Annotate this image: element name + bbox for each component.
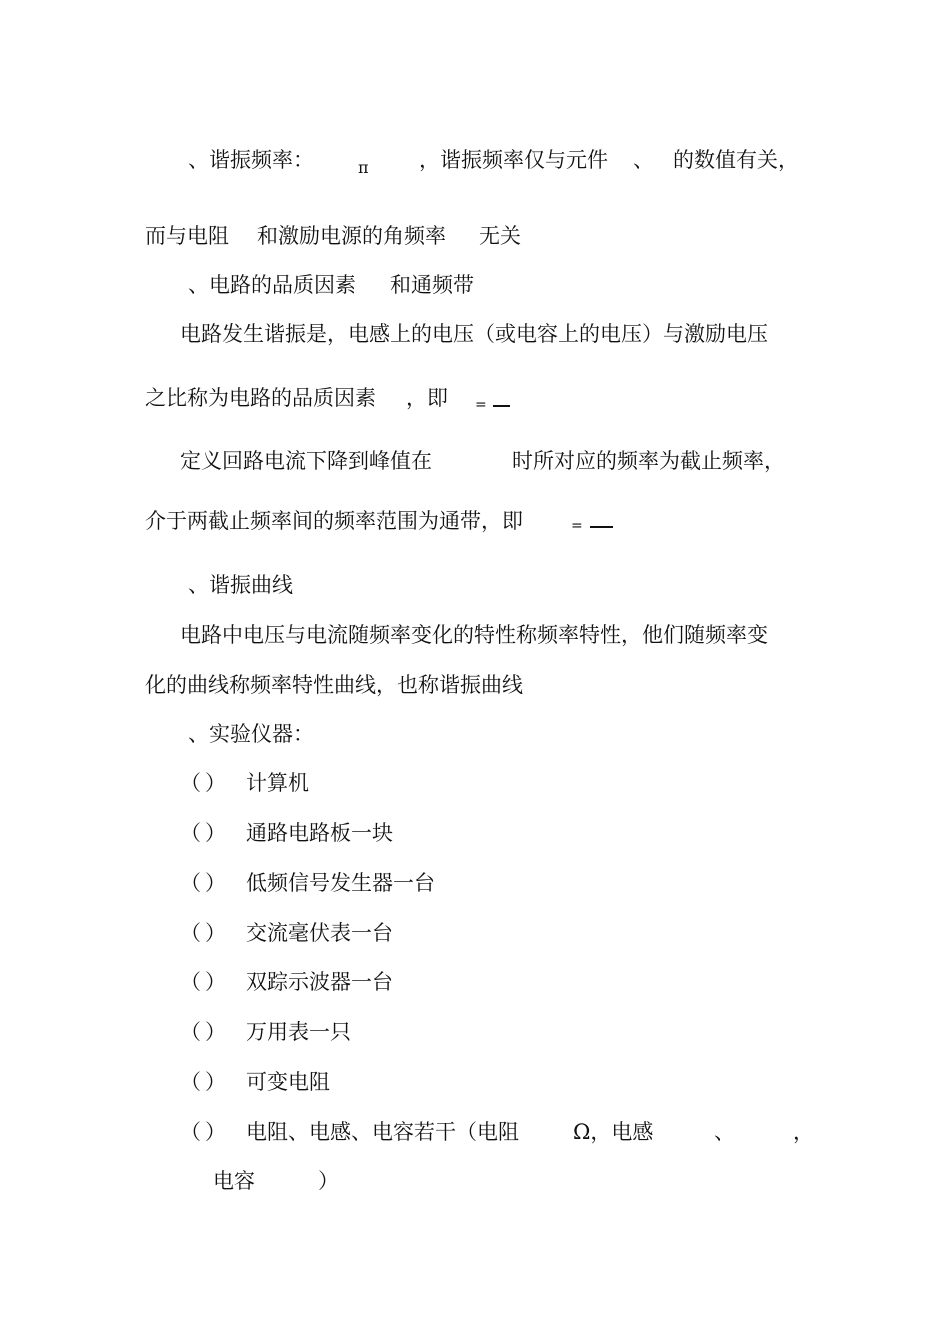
resonance-freq-tail: 的数值有关， (673, 148, 799, 172)
quality-heading-b: 和通频带 (390, 273, 474, 297)
curve-heading: 、谐振曲线 (188, 573, 293, 597)
list-item-last-line2-b: ） (318, 1169, 339, 1193)
list-item: 双踪示波器一台 (246, 970, 393, 994)
list-item-paren-open: （ (180, 871, 201, 895)
quality-para2-line2: 介于两截止频率间的频率范围为通带，即 (145, 509, 523, 533)
list-item-paren-open: （ (180, 1120, 201, 1144)
list-item-paren-close: ） (205, 970, 226, 994)
list-item-last-sep: 、 (714, 1120, 735, 1144)
resonance-freq-lead: 、谐振频率： (188, 148, 314, 172)
quality-para1-line1: 电路发生谐振是，电感上的电压（或电容上的电压）与激励电压 (180, 322, 768, 346)
instruments-heading: 、实验仪器： (188, 722, 314, 746)
list-item-paren-open: （ (180, 771, 201, 795)
pi-symbol: π (358, 158, 369, 177)
resonance-freq-middle: ，谐振频率仅与元件 (419, 148, 608, 172)
list-item-last-line2-a: 电容 (213, 1169, 255, 1193)
quality-para1-line2-b: ，即 (406, 386, 448, 410)
list-item: 万用表一只 (246, 1020, 351, 1044)
list-item-paren-close: ） (205, 821, 226, 845)
list-item-paren-close: ） (205, 1070, 226, 1094)
eq1-fraction-bar (493, 405, 510, 407)
resonance-freq-sep: 、 (633, 148, 654, 172)
list-item-paren-close: ） (205, 871, 226, 895)
quality-heading-a: 、电路的品质因素 (188, 273, 356, 297)
eq2-equals: = (571, 518, 583, 534)
list-item-last-a: 电阻、电感、电容若干（电阻 (246, 1120, 519, 1144)
resonance-freq-line2-c: 无关 (479, 224, 521, 248)
list-item-last-ohm: Ω，电感 (573, 1120, 654, 1144)
list-item-paren-close: ） (205, 1120, 226, 1144)
list-item-paren-open: （ (180, 1070, 201, 1094)
list-item: 通路电路板一块 (246, 821, 393, 845)
eq1-equals: = (475, 397, 487, 413)
list-item: 计算机 (246, 771, 309, 795)
curve-line1: 电路中电压与电流随频率变化的特性称频率特性，他们随频率变 (180, 623, 768, 647)
list-item: 低频信号发生器一台 (246, 871, 435, 895)
curve-line2: 化的曲线称频率特性曲线，也称谐振曲线 (145, 673, 523, 697)
list-item-paren-open: （ (180, 821, 201, 845)
list-item: 交流毫伏表一台 (246, 921, 393, 945)
quality-para1-line2-a: 之比称为电路的品质因素 (145, 386, 376, 410)
list-item-paren-open: （ (180, 1020, 201, 1044)
list-item-last-comma: ， (793, 1120, 814, 1144)
list-item-paren-open: （ (180, 921, 201, 945)
quality-para2-line1-a: 定义回路电流下降到峰值在 (180, 449, 432, 473)
list-item-paren-close: ） (205, 771, 226, 795)
resonance-freq-line2-a: 而与电阻 (145, 224, 229, 248)
list-item: 可变电阻 (246, 1070, 330, 1094)
list-item-paren-close: ） (205, 921, 226, 945)
list-item-paren-open: （ (180, 970, 201, 994)
quality-para2-line1-b: 时所对应的频率为截止频率， (512, 449, 785, 473)
resonance-freq-line2-b: 和激励电源的角频率 (257, 224, 446, 248)
list-item-paren-close: ） (205, 1020, 226, 1044)
eq2-fraction-bar (590, 526, 613, 528)
